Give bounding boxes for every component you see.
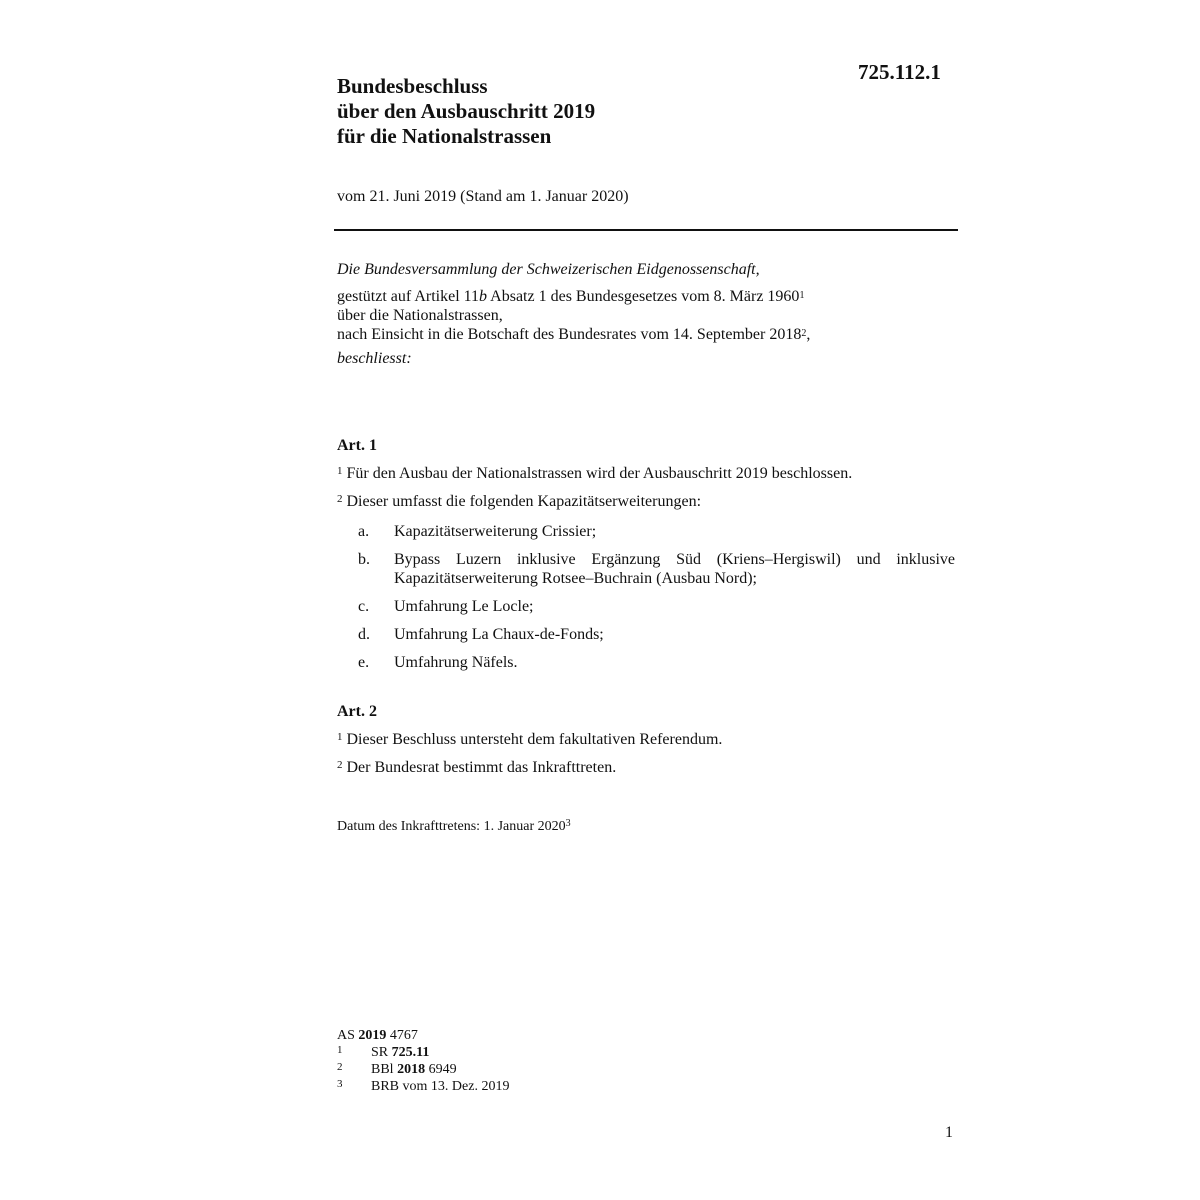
list-letter: c. (358, 598, 370, 615)
list-text: Umfahrung La Chaux-de-Fonds; (394, 626, 604, 643)
footnote-prefix: BBl (371, 1062, 398, 1077)
list-letter: e. (358, 654, 370, 671)
paragraph-text: Dieser umfasst die folgenden Kapazitätserweiterungen: (346, 493, 702, 510)
paragraph-text: Der Bundesrat bestimmt das Inkrafttreten. (346, 759, 617, 776)
legal-basis-letter: b (479, 288, 488, 305)
footnote-suffix: 6949 (425, 1062, 457, 1077)
legal-basis (337, 287, 957, 306)
as-year: 2019 (358, 1028, 387, 1043)
sr-number: 725.112.1 (858, 60, 941, 84)
list-item (337, 550, 955, 588)
paragraph-text: Dieser Beschluss untersteht dem fakultativen Referendum. (346, 731, 723, 748)
preamble (337, 260, 957, 368)
list-item (337, 625, 955, 644)
paragraph-number: 2 (337, 759, 343, 771)
header-divider (334, 229, 958, 231)
legal-basis-line2: über die Nationalstrassen, (337, 307, 503, 324)
article-2-title: Art. 2 (337, 703, 377, 720)
footnote-number: 1 (337, 1044, 343, 1056)
list-text: Kapazitätserweiterung Crissier; (394, 523, 597, 540)
legal-basis-text: gestützt auf Artikel 11 (337, 288, 480, 305)
effective-date (337, 819, 571, 835)
title-line: Bundesbeschluss (337, 74, 488, 98)
paragraph-number: 1 (337, 465, 343, 477)
footnote-text (371, 1061, 457, 1078)
article-1-paragraph-1 (337, 465, 852, 483)
list-item (337, 653, 955, 672)
paragraph-number: 1 (337, 731, 343, 743)
list-item (337, 522, 955, 541)
message-tail: , (806, 326, 811, 343)
article-1-paragraph-2 (337, 493, 701, 511)
list-text: Bypass Luzern inklusive Ergänzung Süd (Kriens–Hergiswil) und inklusive Kapazitätserweiterung Rotsee–Buchrain (Ausbau Nord); (394, 551, 955, 587)
list-letter: d. (358, 626, 370, 643)
effective-date-text: Datum des Inkrafttretens: 1. Januar 2020 (337, 819, 566, 834)
paragraph-text: Für den Ausbau der Nationalstrassen wird der Ausbauschritt 2019 beschlossen. (346, 465, 853, 482)
footnotes (337, 1027, 509, 1095)
as-page: 4767 (386, 1028, 418, 1043)
footnote-number: 3 (337, 1078, 343, 1090)
footnote-bold: 2018 (397, 1062, 426, 1077)
page-number: 1 (945, 1124, 953, 1141)
footnote-prefix: SR (371, 1045, 392, 1060)
article-2-paragraph-1 (337, 731, 722, 749)
article-1-title: Art. 1 (337, 437, 377, 454)
list-text: Umfahrung Näfels. (394, 654, 518, 671)
list-item (337, 597, 955, 616)
title-line: über den Ausbauschritt 2019 (337, 99, 596, 123)
list-text: Umfahrung Le Locle; (394, 598, 534, 615)
footnote-text (371, 1078, 509, 1095)
footnote (337, 1078, 509, 1095)
footnote-ref[interactable]: 3 (565, 818, 571, 829)
article-2-paragraph-2 (337, 759, 616, 777)
title-line: für die Nationalstrassen (337, 124, 552, 148)
document-title (337, 74, 595, 149)
footnote-bold: 725.11 (391, 1045, 430, 1060)
message-line (337, 325, 957, 344)
footnote-text (371, 1044, 429, 1061)
issuer: Die Bundesversammlung der Schweizerischen Eidgenossenschaft, (337, 261, 760, 278)
footnote-ref[interactable]: 2 (801, 328, 807, 339)
resolves: beschliesst: (337, 350, 412, 367)
footnote-prefix: BRB vom 13. Dez. 2019 (371, 1079, 510, 1094)
footnote-ref[interactable]: 1 (799, 290, 805, 301)
as-prefix: AS (337, 1028, 359, 1043)
date-line: vom 21. Juni 2019 (Stand am 1. Januar 2020) (337, 188, 629, 205)
list-letter: a. (358, 523, 370, 540)
legal-basis-text: Absatz 1 des Bundesgesetzes vom 8. März 1960 (487, 288, 800, 305)
paragraph-number: 2 (337, 493, 343, 505)
message-text: nach Einsicht in die Botschaft des Bundesrates vom 14. September 2018 (337, 326, 802, 343)
list-letter: b. (358, 551, 370, 568)
footnote-number: 2 (337, 1061, 343, 1073)
capacity-extension-list (337, 522, 955, 681)
